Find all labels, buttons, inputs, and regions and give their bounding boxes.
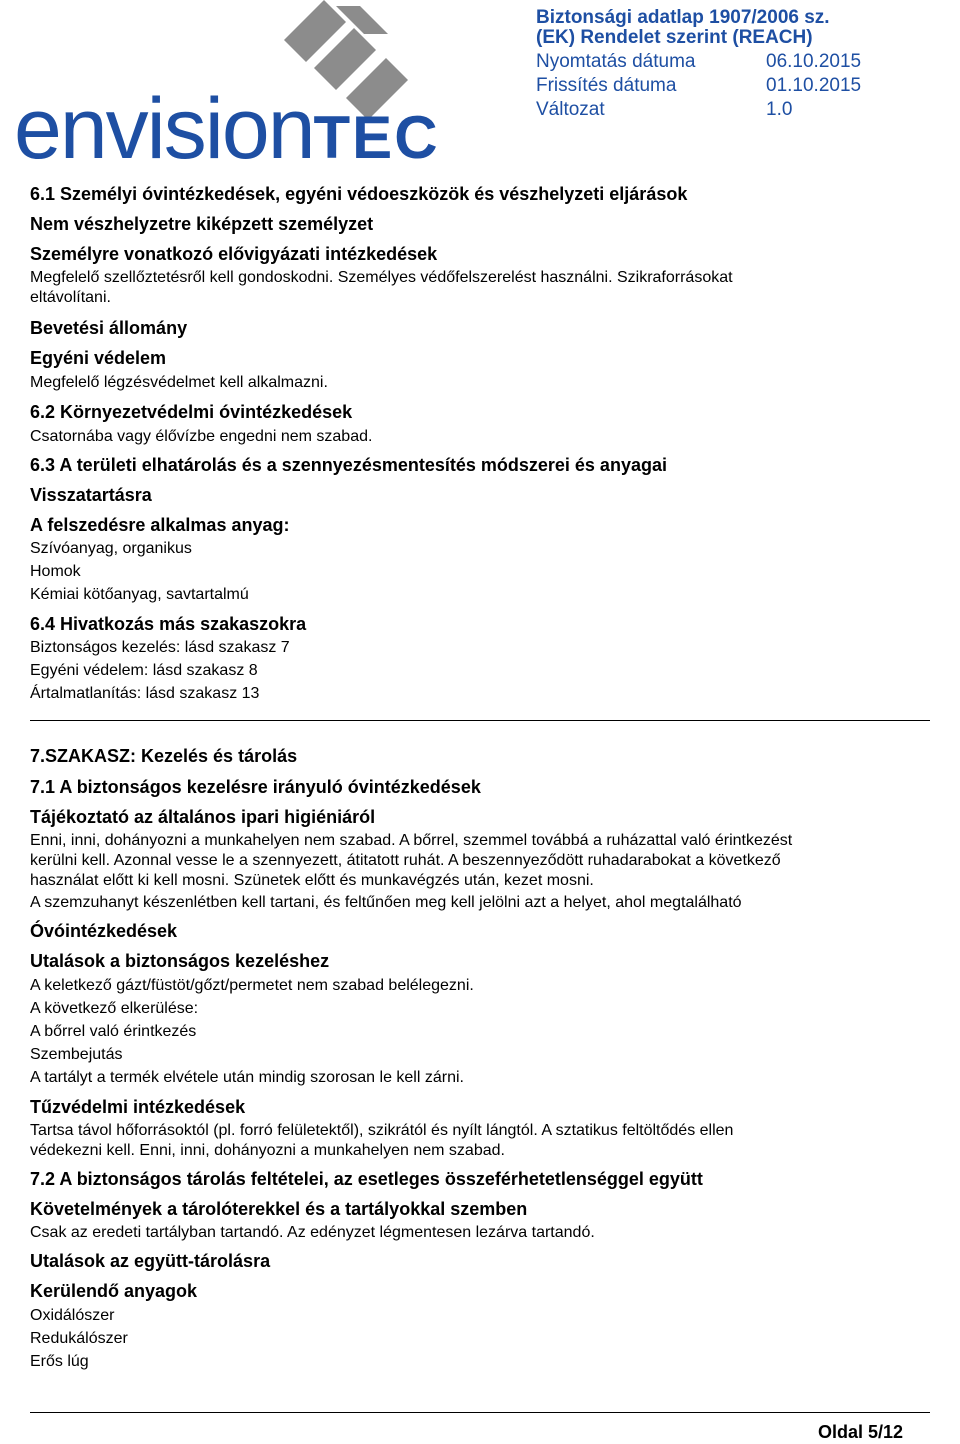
section-6-3-item-1: Szívóanyag, organikus (30, 540, 192, 557)
section-7-2-text-1: Csak az eredeti tartályban tartandó. Az edényzet légmentesen lezárva tartandó. (30, 1224, 595, 1241)
section-6-1-text-2: eltávolítani. (30, 289, 111, 306)
section-7-2-item-1: Oxidálószer (30, 1307, 115, 1324)
section-7-2-item-3: Erős lúg (30, 1353, 89, 1370)
section-6-1-text-1: Megfelelő szellőztetésről kell gondoskodni. Személyes védőfelszerelést használni. Szikraforrásokat (30, 269, 733, 286)
version-value: 1.0 (766, 99, 793, 120)
section-7-1-text-11: védekezni kell. Enni, inni, dohányozni a munkahelyen nem szabad. (30, 1142, 505, 1159)
section-6-3-subtitle-containment: Visszatartásra (30, 485, 152, 505)
revision-date-label: Frissítés dátuma (536, 75, 677, 96)
section-6-1-subtitle-precautions: Személyre vonatkozó elővigyázati intézkedések (30, 244, 438, 264)
section-6-3-subtitle-material: A felszedésre alkalmas anyag: (30, 515, 290, 535)
section-7-1-text-3: használat előtt ki kell mosni. Szünetek előtt és munkavégzés után, kezet mosni. (30, 872, 594, 889)
section-7-1-text-1: Enni, inni, dohányozni a munkahelyen nem szabad. A bőrrel, szemmel továbbá a ruházattal való érintkezést (30, 832, 793, 849)
section-6-4-item-3: Ártalmatlanítás: lásd szakasz 13 (30, 685, 260, 702)
section-7-2-subtitle-requirements: Követelmények a tárolóterekkel és a tartályokkal szemben (30, 1199, 528, 1219)
section-7-1-title: 7.1 A biztonságos kezelésre irányuló óvintézkedések (30, 777, 481, 797)
section-7-1-text-8: Szembejutás (30, 1046, 123, 1063)
section-6-4-item-2: Egyéni védelem: lásd szakasz 8 (30, 662, 258, 679)
section-7-1-text-6: A következő elkerülése: (30, 1000, 199, 1017)
section-6-2-text: Csatornába vagy élővízbe engedni nem szabad. (30, 428, 373, 445)
section-7-1-text-2: kerülni kell. Azonnal vesse le a szennyezett, átitatott ruhát. A beszennyeződött ruhadarabokat a következő (30, 852, 781, 869)
section-6-4-item-1: Biztonságos kezelés: lásd szakasz 7 (30, 639, 290, 656)
section-7-1-text-7: A bőrrel való érintkezés (30, 1023, 197, 1040)
section-7-2-item-2: Redukálószer (30, 1330, 128, 1347)
section-6-3-item-2: Homok (30, 563, 81, 580)
section-divider (30, 720, 930, 721)
section-6-1-subtitle-untrained: Nem vészhelyzetre kiképzett személyzet (30, 214, 374, 234)
print-date-value: 06.10.2015 (766, 51, 862, 72)
footer-divider (30, 1412, 930, 1413)
section-7-2-title: 7.2 A biztonságos tárolás feltételei, az esetleges összeférhetetlenséggel együtt (30, 1169, 703, 1189)
section-6-1-title: 6.1 Személyi óvintézkedések, egyéni védoeszközök és vészhelyzeti eljárások (30, 184, 688, 204)
section-6-1-text-3: Megfelelő légzésvédelmet kell alkalmazni. (30, 374, 328, 391)
section-7-1-text-9: A tartályt a termék elvétele után mindig szorosan le kell zárni. (30, 1069, 464, 1086)
section-7-1-text-5: A keletkező gázt/füstöt/gőzt/permetet nem szabad belélegezni. (30, 977, 474, 994)
section-6-3-title: 6.3 A területi elhatárolás és a szennyezésmentesítés módszerei és anyagai (30, 455, 667, 475)
section-7-2-subtitle-joint-storage: Utalások az együtt-tárolásra (30, 1251, 271, 1271)
section-7-1-text-4: A szemzuhanyt készenlétben kell tartani, és feltűnően meg kell jelölni azt a helyet, ahol megtalálható (30, 894, 742, 911)
section-6-4-title: 6.4 Hivatkozás más szakaszokra (30, 614, 307, 634)
section-6-3-item-3: Kémiai kötőanyag, savtartalmú (30, 586, 249, 603)
header-title-line2: (EK) Rendelet szerint (REACH) (536, 27, 813, 48)
version-label: Változat (536, 99, 605, 120)
section-6-1-subtitle-responders: Bevetési állomány (30, 318, 188, 338)
section-6-1-subtitle-personal: Egyéni védelem (30, 348, 167, 368)
header-title-line1: Biztonsági adatlap 1907/2006 sz. (536, 7, 830, 28)
section-7-1-subtitle-handling: Utalások a biztonságos kezeléshez (30, 951, 330, 971)
logo-wordmark (14, 81, 440, 181)
logo-text-envision: envision (14, 81, 314, 177)
page-number: Oldal 5/12 (818, 1422, 904, 1442)
revision-date-value: 01.10.2015 (766, 75, 862, 96)
logo-text-tec: TEC (313, 104, 440, 171)
section-7-1-subtitle-precautions: Óvóintézkedések (30, 921, 178, 941)
section-7-title: 7.SZAKASZ: Kezelés és tárolás (30, 746, 298, 766)
section-6-2-title: 6.2 Környezetvédelmi óvintézkedések (30, 402, 353, 422)
section-7-1-subtitle-fire: Tűzvédelmi intézkedések (30, 1097, 246, 1117)
section-7-2-subtitle-avoid: Kerülendő anyagok (30, 1281, 198, 1301)
print-date-label: Nyomtatás dátuma (536, 51, 696, 72)
section-7-1-text-10: Tartsa távol hőforrásoktól (pl. forró felületektől), szikrától és nyílt lángtól. A sztatikus feltöltődés ellen (30, 1122, 734, 1139)
section-7-1-subtitle-hygiene: Tájékoztató az általános ipari higiéniáról (30, 807, 376, 827)
